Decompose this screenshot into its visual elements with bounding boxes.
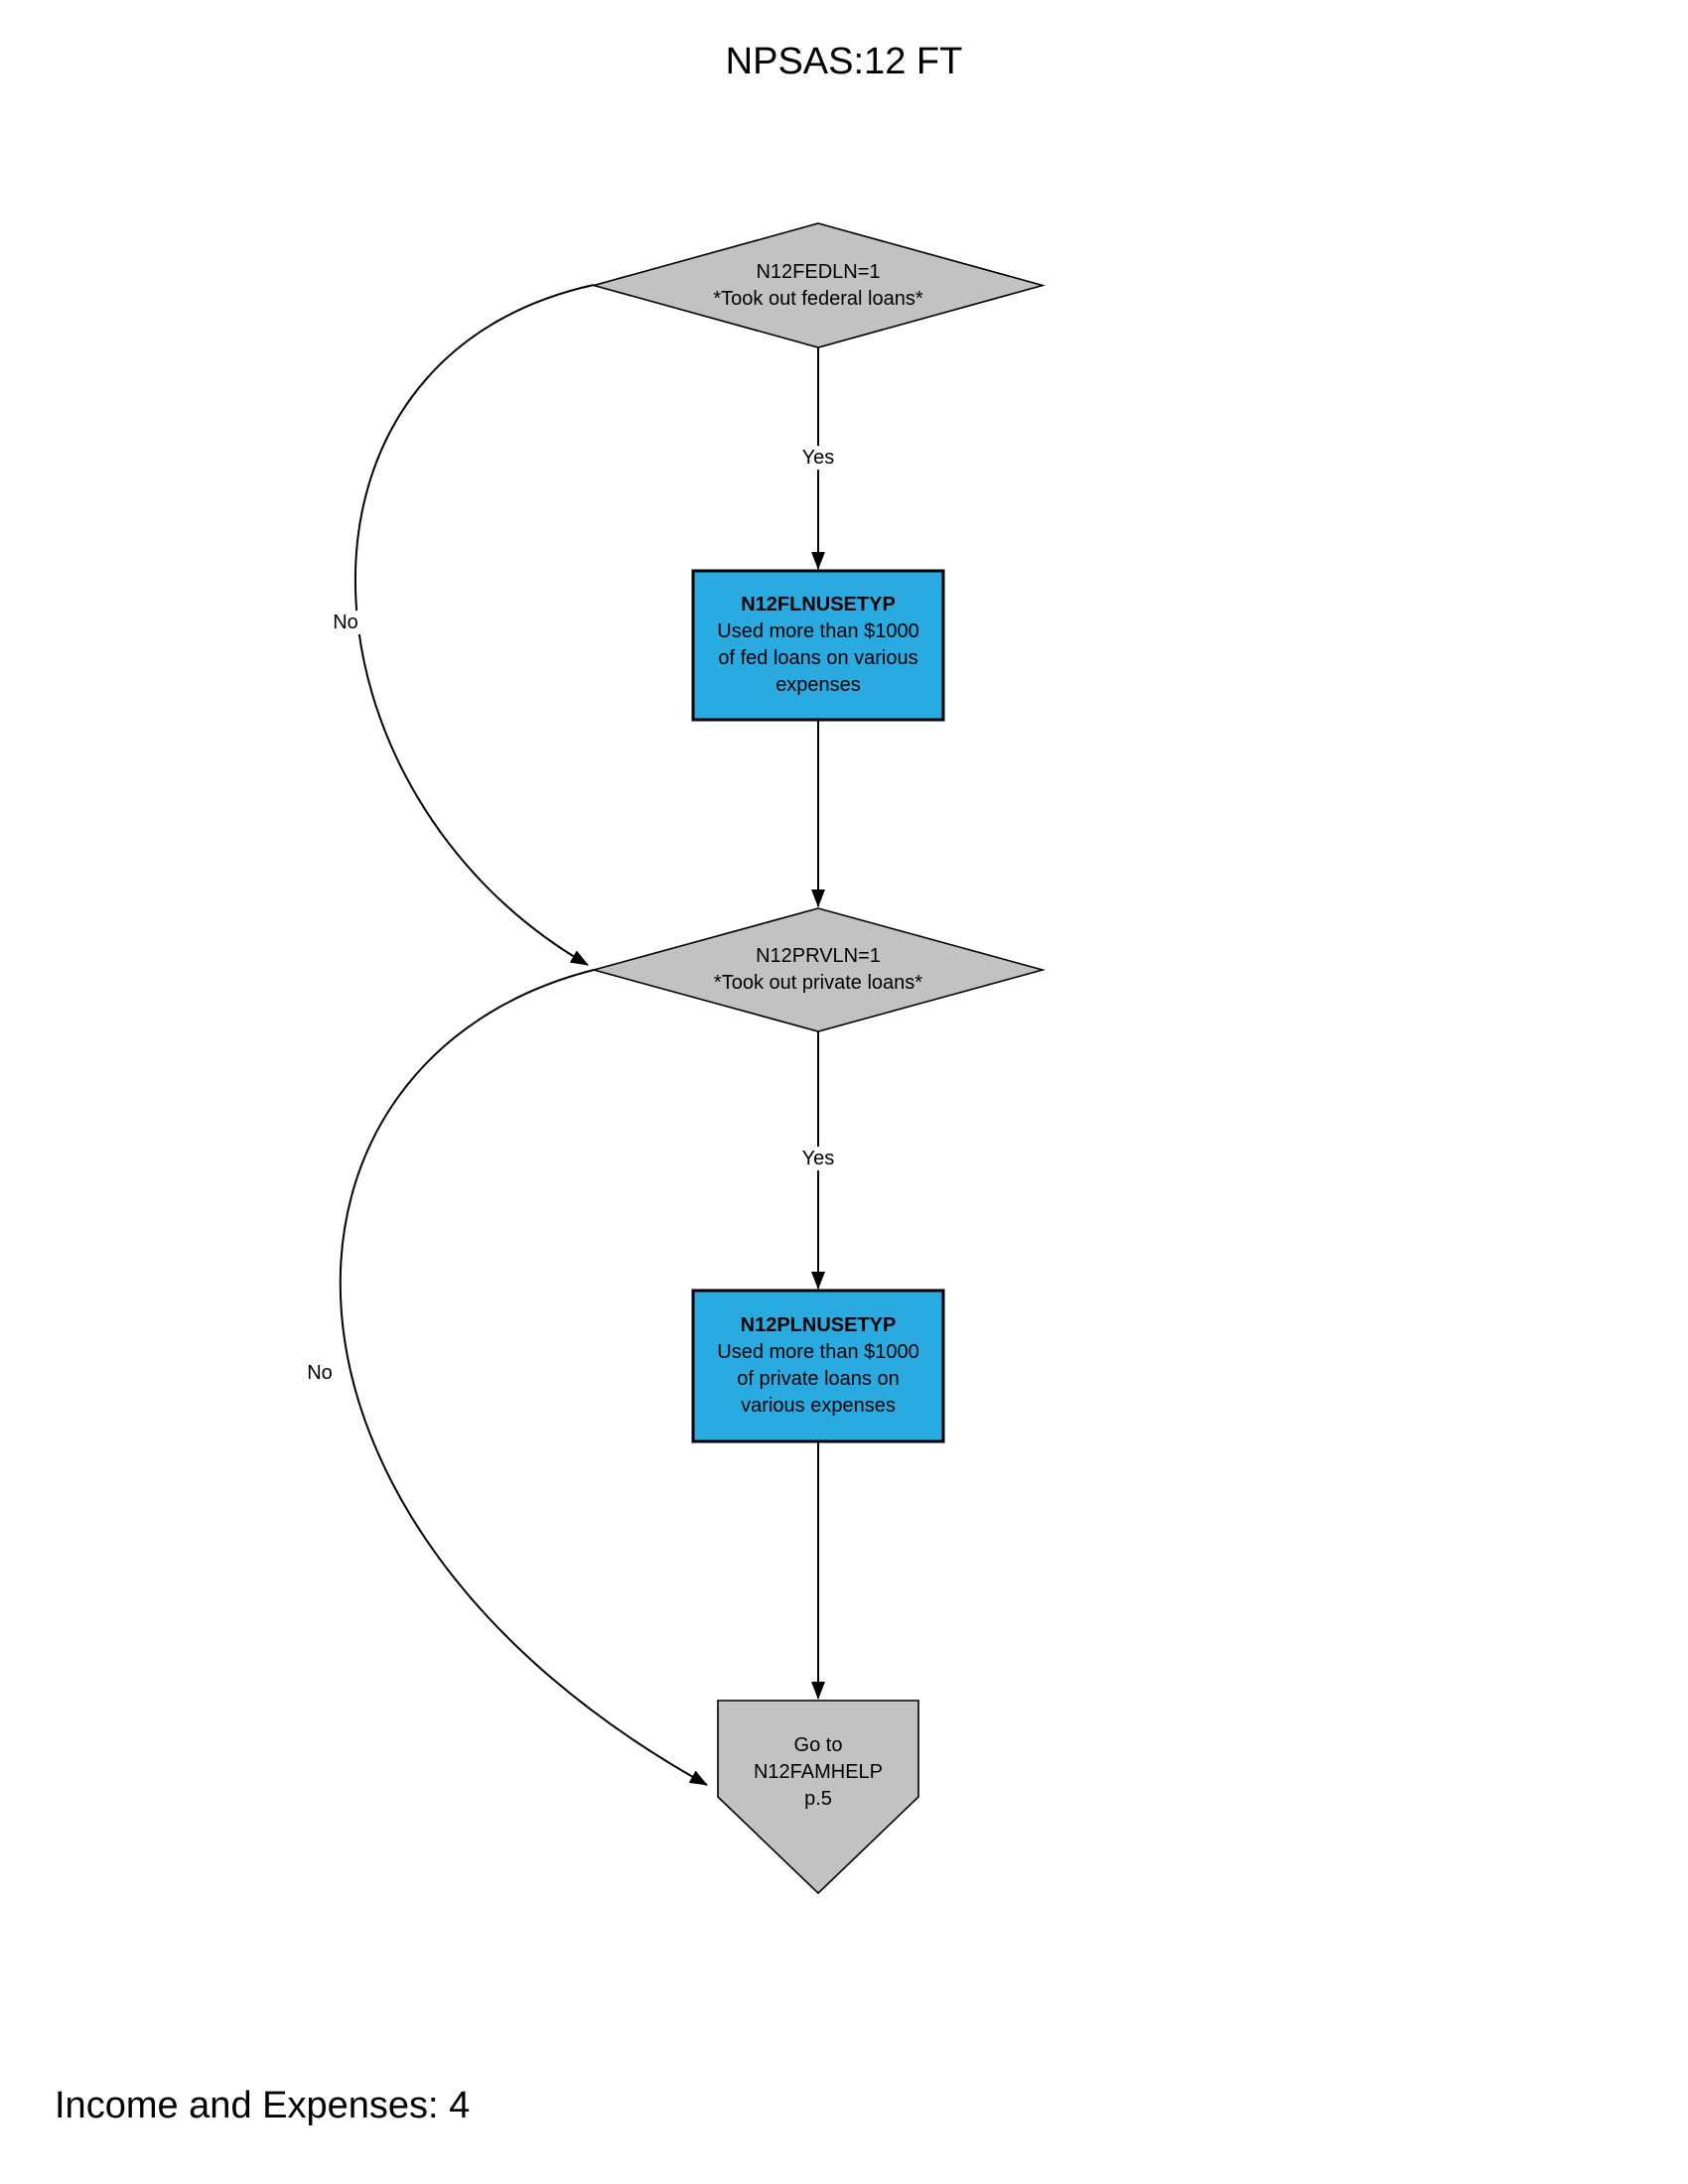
- process-flnusetyp-line3: expenses: [775, 674, 861, 696]
- process-flnusetyp-line1: Used more than $1000: [717, 620, 919, 642]
- edge-prvln-no-curve: [341, 970, 707, 1785]
- terminal-famhelp-line3: p.5: [804, 1788, 832, 1810]
- edge-label-prvln-yes: Yes: [798, 1147, 839, 1170]
- terminal-famhelp-line2: N12FAMHELP: [753, 1761, 884, 1783]
- decision-prvln: [594, 908, 1043, 1031]
- edge-label-fedln-yes: Yes: [798, 446, 839, 470]
- process-flnusetyp-line2: of fed loans on various: [718, 647, 918, 669]
- edge-fedln-no-curve: [355, 285, 594, 965]
- process-flnusetyp-name: N12FLNUSETYP: [741, 594, 896, 615]
- terminal-famhelp-line1: Go to: [793, 1734, 843, 1756]
- page-title: NPSAS:12 FT: [725, 41, 963, 82]
- process-plnusetyp-line1: Used more than $1000: [717, 1341, 919, 1363]
- terminal-famhelp: [718, 1701, 918, 1844]
- decision-fedln-line2: *Took out federal loans*: [713, 287, 923, 310]
- decision-prvln-line1: N12PRVLN=1: [756, 945, 881, 967]
- decision-prvln-line2: *Took out private loans*: [713, 972, 923, 994]
- edge-label-prvln-no: No: [303, 1361, 337, 1385]
- process-flnusetyp: [693, 571, 943, 720]
- page-footer: Income and Expenses: 4: [55, 2085, 471, 2126]
- edge-label-fedln-no: No: [329, 611, 362, 634]
- process-plnusetyp-line2: of private loans on: [737, 1368, 900, 1390]
- decision-fedln-line1: N12FEDLN=1: [756, 260, 881, 283]
- process-plnusetyp-line3: various expenses: [741, 1395, 896, 1417]
- process-plnusetyp: [693, 1291, 943, 1441]
- process-plnusetyp-name: N12PLNUSETYP: [740, 1314, 897, 1336]
- decision-fedln: [594, 223, 1043, 347]
